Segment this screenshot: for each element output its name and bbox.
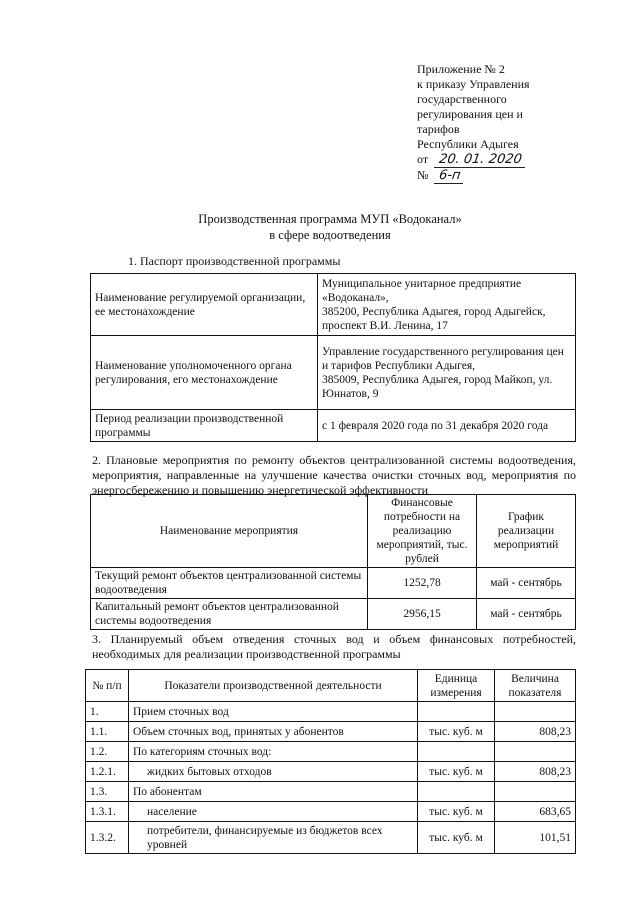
table-row xyxy=(91,410,576,442)
measure-finance: 1252,78 xyxy=(368,568,477,599)
row-indicator: По категориям сточных вод: xyxy=(129,742,418,762)
table-row xyxy=(86,782,576,802)
measure-schedule: май - сентябрь xyxy=(477,599,576,630)
col-header-unit: Единица измерения xyxy=(418,670,495,702)
annex-line: государственного xyxy=(417,92,507,106)
row-value xyxy=(495,702,576,722)
annex-line: к приказу Управления xyxy=(417,77,530,91)
row-indicator: жидких бытовых отходов xyxy=(129,762,418,782)
table-row xyxy=(91,568,576,599)
row-indicator: Объем сточных вод, принятых у абонентов xyxy=(129,722,418,742)
annex-line: тарифов xyxy=(417,122,460,136)
row-value: 808,23 xyxy=(495,762,576,782)
row-unit: тыс. куб. м xyxy=(418,802,495,822)
measures-table xyxy=(90,494,576,630)
col-header-finance: Финансовые потребности на реализацию мероприятий, тыс. рублей xyxy=(368,495,477,568)
table-row xyxy=(86,802,576,822)
measure-name: Текущий ремонт объектов централизованной системы водоотведения xyxy=(91,568,368,599)
measure-schedule: май - сентябрь xyxy=(477,568,576,599)
col-header-indicator: Показатели производственной деятельности xyxy=(129,670,418,702)
table-row xyxy=(86,742,576,762)
passport-value: с 1 февраля 2020 года по 31 декабря 2020 года xyxy=(318,410,576,442)
table-row xyxy=(86,762,576,782)
row-num: 1.3. xyxy=(86,782,129,802)
row-value: 683,65 xyxy=(495,802,576,822)
annex-date-label: от xyxy=(417,152,429,166)
section-2-heading: 2. Плановые мероприятия по ремонту объектов централизованной системы водоотведения, мероприятия, направленные на улучшение качества очистки сточных вод, мероприятия по энергосбережению и повышению энергетической эффективности xyxy=(92,453,576,497)
annex-date-value: 20. 01. 2020 xyxy=(434,152,527,168)
table-row xyxy=(86,722,576,742)
measure-finance: 2956,15 xyxy=(368,599,477,630)
row-num: 1.2. xyxy=(86,742,129,762)
row-num: 1.3.1. xyxy=(86,802,129,822)
title-line-2: в сфере водоотведения xyxy=(269,228,391,242)
row-unit xyxy=(418,702,495,722)
annex-number xyxy=(417,168,617,184)
indicators-table xyxy=(85,669,576,854)
section-3-heading: 3. Планируемый объем отведения сточных вод и объем финансовых потребностей, необходимых для реализации производственной программы xyxy=(92,632,576,661)
measure-name: Капитальный ремонт объектов централизованной системы водоотведения xyxy=(91,599,368,630)
passport-value-line: Управление государственного регулирования цен и тарифов Республики Адыгея, xyxy=(322,345,564,372)
passport-table xyxy=(90,273,576,442)
section-1-heading: 1. Паспорт производственной программы xyxy=(128,254,341,268)
annex-line: регулирования цен и xyxy=(417,107,523,121)
table-row xyxy=(91,336,576,410)
row-unit: тыс. куб. м xyxy=(418,762,495,782)
row-value xyxy=(495,742,576,762)
col-header-num: № п/п xyxy=(86,670,129,702)
col-header-name: Наименование мероприятия xyxy=(91,495,368,568)
row-unit: тыс. куб. м xyxy=(418,722,495,742)
passport-value-line: 385200, Республика Адыгея, город Адыгейск, проспект В.И. Ленина, 17 xyxy=(322,305,546,332)
annex-line: Республики Адыгея xyxy=(417,137,519,151)
table-row xyxy=(86,702,576,722)
title-line-1: Производственная программа МУП «Водоканал» xyxy=(198,212,462,226)
row-num: 1. xyxy=(86,702,129,722)
annex-date xyxy=(417,152,617,168)
passport-value-line: 385009, Республика Адыгея, город Майкоп, ул. Юннатов, 9 xyxy=(322,373,553,400)
row-num: 1.3.2. xyxy=(86,822,129,854)
row-value xyxy=(495,782,576,802)
annex-line: Приложение № 2 xyxy=(417,62,505,76)
passport-label: Наименование уполномоченного органа регулирования, его местонахождение xyxy=(91,336,318,410)
passport-value xyxy=(318,336,576,410)
annex-number-value: 6-п xyxy=(434,168,466,184)
row-indicator: По абонентам xyxy=(129,782,418,802)
row-indicator: население xyxy=(129,802,418,822)
table-row xyxy=(86,822,576,854)
row-unit: тыс. куб. м xyxy=(418,822,495,854)
row-indicator: потребители, финансируемые из бюджетов всех уровней xyxy=(129,822,418,854)
annex-number-label: № xyxy=(417,168,429,182)
annex-block xyxy=(417,62,617,184)
row-unit xyxy=(418,742,495,762)
passport-label: Период реализации производственной программы xyxy=(91,410,318,442)
row-num: 1.2.1. xyxy=(86,762,129,782)
table-header-row xyxy=(91,495,576,568)
row-value: 101,51 xyxy=(495,822,576,854)
row-indicator: Прием сточных вод xyxy=(129,702,418,722)
row-num: 1.1. xyxy=(86,722,129,742)
document-title xyxy=(90,211,570,243)
table-row xyxy=(91,274,576,336)
table-header-row xyxy=(86,670,576,702)
passport-value-line: Муниципальное унитарное предприятие «Водоканал», xyxy=(322,277,522,304)
table-row xyxy=(91,599,576,630)
row-value: 808,23 xyxy=(495,722,576,742)
col-header-value: Величина показателя xyxy=(495,670,576,702)
passport-value xyxy=(318,274,576,336)
row-unit xyxy=(418,782,495,802)
col-header-schedule: График реализации мероприятий xyxy=(477,495,576,568)
passport-label: Наименование регулируемой организации, ее местонахождение xyxy=(91,274,318,336)
